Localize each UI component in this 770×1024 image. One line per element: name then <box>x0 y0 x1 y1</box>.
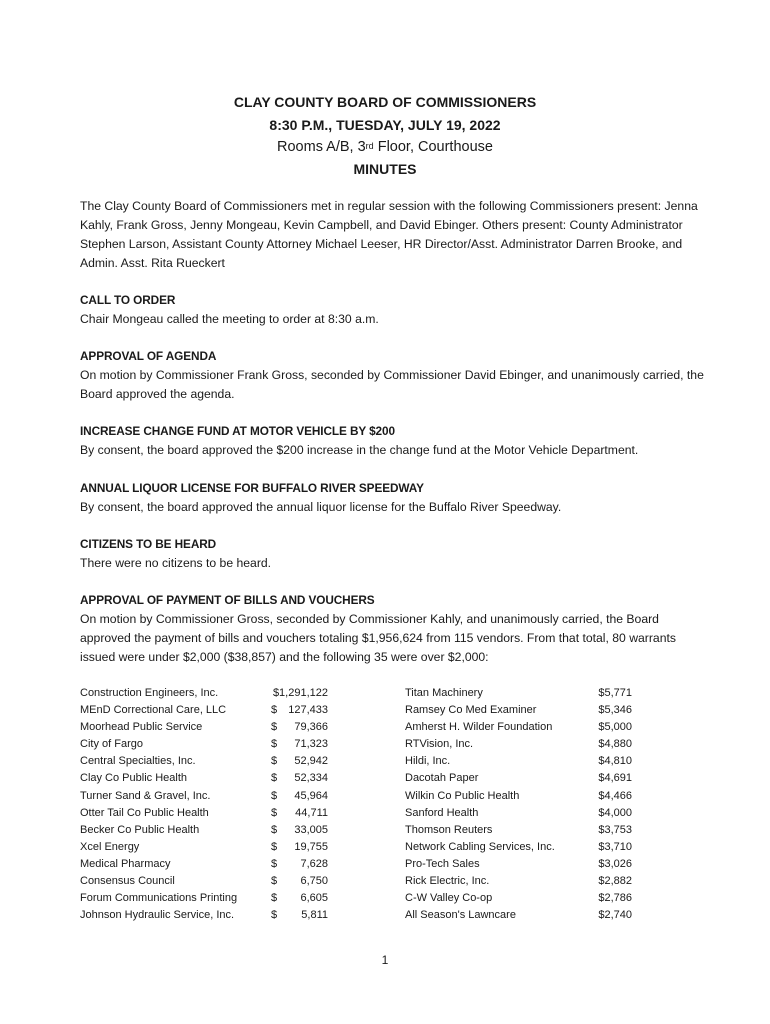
section-body: On motion by Commissioner Frank Gross, seconded by Commissioner David Ebinger, and unanimously carried, the Board approved the agenda. <box>80 368 704 401</box>
vendor-amount: 5,811 <box>301 909 328 922</box>
vendor-amount: 7,628 <box>300 857 328 870</box>
section-change-fund <box>80 422 712 460</box>
vendor-name: Thomson Reuters <box>405 823 493 836</box>
vendor-name: Clay Co Public Health <box>80 772 187 785</box>
vendor-amount-row <box>271 822 341 839</box>
vendor-name: Johnson Hydraulic Service, Inc. <box>80 909 235 922</box>
meeting-location <box>0 137 770 158</box>
vendor-amounts-right <box>580 685 632 924</box>
vendor-name: Moorhead Public Service <box>80 721 203 734</box>
document-title: CLAY COUNTY BOARD OF COMMISSIONERS <box>233 94 537 110</box>
currency-symbol: $ <box>271 738 278 751</box>
currency-symbol: $ <box>271 840 278 853</box>
section-body: On motion by Commissioner Gross, seconded by Commissioner Kahly, and unanimously carried, the Board approved the payment of bills and vouchers totaling $1,956,624 from 115 vendors. From that total, 80 warrants issued were under $2,000 ($38,857) and the following 35 were over $2,000: <box>80 612 676 664</box>
section-body: By consent, the board approved the $200 increase in the change fund at the Motor Vehicle Department. <box>80 443 639 457</box>
vendor-amount: $4,000 <box>598 806 632 819</box>
vendor-name: Titan Machinery <box>405 687 483 699</box>
vendor-amount: $5,771 <box>598 687 632 699</box>
vendor-amount-row <box>271 805 341 822</box>
currency-symbol: $ <box>271 755 278 768</box>
currency-symbol: $ <box>271 772 278 785</box>
section-heading: CITIZENS TO BE HEARD <box>80 537 217 551</box>
section-call-to-order <box>80 291 712 329</box>
currency-symbol: $ <box>271 875 278 888</box>
currency-symbol: $ <box>271 909 278 922</box>
section-heading: INCREASE CHANGE FUND AT MOTOR VEHICLE BY $200 <box>80 424 395 438</box>
section-heading: APPROVAL OF PAYMENT OF BILLS AND VOUCHERS <box>80 593 375 607</box>
currency-symbol: $ <box>271 823 278 836</box>
vendor-name: RTVision, Inc. <box>405 738 474 751</box>
section-citizens <box>80 535 712 573</box>
vendor-name: City of Fargo <box>80 738 143 751</box>
section-heading: APPROVAL OF AGENDA <box>80 349 217 363</box>
vendor-name: Dacotah Paper <box>405 772 479 785</box>
currency-symbol: $ <box>271 789 278 802</box>
vendor-amount-row <box>271 753 341 770</box>
vendor-name: Wilkin Co Public Health <box>405 789 520 802</box>
section-approval-of-agenda <box>80 347 712 404</box>
vendor-amount: $2,786 <box>598 892 632 905</box>
vendor-names-left <box>80 685 270 924</box>
section-body: Chair Mongeau called the meeting to order at 8:30 a.m. <box>80 312 379 326</box>
vendor-amount: 44,711 <box>295 806 328 819</box>
intro-paragraph <box>80 197 712 273</box>
vendor-amount: $5,346 <box>598 704 632 717</box>
vendor-name: Consensus Council <box>80 875 175 888</box>
vendor-name: Construction Engineers, Inc. <box>80 687 219 699</box>
page-number: 1 <box>381 953 389 967</box>
vendor-name: Sanford Health <box>405 806 479 819</box>
currency-symbol: $ <box>271 806 278 819</box>
vendor-name: C-W Valley Co-op <box>405 892 493 905</box>
vendor-amount: 6,605 <box>300 892 328 905</box>
vendor-names-right <box>405 685 585 924</box>
meeting-time: 8:30 P.M., TUESDAY, JULY 19, 2022 <box>269 117 501 133</box>
vendor-amount-row <box>271 770 341 787</box>
vendor-amount: $1,291,122 <box>272 687 328 699</box>
vendor-name: Network Cabling Services, Inc. <box>405 840 555 853</box>
vendor-amount-row <box>271 873 341 890</box>
vendor-amount-row <box>271 907 341 924</box>
vendor-amount: 52,334 <box>294 772 328 785</box>
vendor-amount: $4,880 <box>598 738 632 751</box>
vendor-amount: 79,366 <box>294 721 328 734</box>
room-suffix: Floor, Courthouse <box>373 139 493 155</box>
section-body: There were no citizens to be heard. <box>80 556 272 570</box>
vendor-name: Becker Co Public Health <box>80 823 200 836</box>
vendor-amount: 127,433 <box>288 704 328 717</box>
vendor-name: Medical Pharmacy <box>80 857 171 870</box>
section-heading: ANNUAL LIQUOR LICENSE FOR BUFFALO RIVER SPEEDWAY <box>80 481 424 495</box>
section-body: By consent, the board approved the annual liquor license for the Buffalo River Speedway. <box>80 500 562 514</box>
vendor-amount-row <box>271 839 341 856</box>
vendor-name: Turner Sand & Gravel, Inc. <box>80 789 211 802</box>
vendor-amount: $4,466 <box>598 789 632 802</box>
vendor-amount-row <box>271 788 341 805</box>
vendor-amount-row <box>271 736 341 753</box>
vendor-amount: $4,691 <box>598 772 632 785</box>
vendor-amount-row <box>271 685 341 702</box>
vendor-amount-row <box>271 856 341 873</box>
intro-text: The Clay County Board of Commissioners met in regular session with the following Commissioners present: Jenna Kahly, Frank Gross, Jenny Mongeau, Kevin Campbell, and David Ebinger. Others present: County Administrator Stephen Larson, Assistant County Attorney Michael Leeser, HR Director/Asst. Administrator Darren Brooke, and Admin. Asst. Rita Rueckert <box>80 199 698 270</box>
vendor-name: MEnD Correctional Care, LLC <box>80 704 227 717</box>
currency-symbol: $ <box>271 704 278 717</box>
vendor-amount-row <box>271 702 341 719</box>
vendor-name: Forum Communications Printing <box>80 892 238 905</box>
vendor-amount: 19,755 <box>294 840 328 853</box>
vendor-amount: $4,810 <box>598 755 632 768</box>
vendor-amount: $2,740 <box>598 909 632 922</box>
vendor-amount: 71,323 <box>294 738 328 751</box>
vendor-amount: 52,942 <box>294 755 328 768</box>
vendor-amount: $3,710 <box>598 840 632 853</box>
vendor-amount: $3,026 <box>598 857 632 870</box>
vendor-name: Amherst H. Wilder Foundation <box>405 721 553 734</box>
vendor-name: All Season's Lawncare <box>405 909 516 922</box>
vendor-name: Ramsey Co Med Examiner <box>405 704 537 717</box>
vendor-amount: $2,882 <box>598 875 632 888</box>
currency-symbol: $ <box>271 857 278 870</box>
section-bills-vouchers <box>80 591 712 667</box>
section-liquor-license <box>80 479 712 517</box>
vendor-amount: 33,005 <box>294 823 328 836</box>
room-prefix: Rooms A/B, 3 <box>277 139 366 155</box>
vendor-name: Central Specialties, Inc. <box>80 755 196 768</box>
section-heading: CALL TO ORDER <box>80 293 176 307</box>
vendor-name: Rick Electric, Inc. <box>405 875 490 888</box>
vendor-name: Xcel Energy <box>80 840 140 853</box>
vendor-amount: $5,000 <box>598 721 632 734</box>
currency-symbol: $ <box>271 892 278 905</box>
minutes-heading: MINUTES <box>353 161 417 177</box>
vendor-amount-row <box>271 719 341 736</box>
vendor-amounts-left <box>271 685 341 924</box>
room-superscript: rd <box>365 141 374 151</box>
vendor-name: Pro-Tech Sales <box>405 857 480 870</box>
vendor-amount-row <box>271 890 341 907</box>
vendor-name: Otter Tail Co Public Health <box>80 806 209 819</box>
currency-symbol: $ <box>271 721 278 734</box>
vendor-amount: $3,753 <box>598 823 632 836</box>
vendor-amount: 45,964 <box>294 789 328 802</box>
vendor-amount: 6,750 <box>300 875 328 888</box>
vendor-name: Hildi, Inc. <box>405 755 451 768</box>
